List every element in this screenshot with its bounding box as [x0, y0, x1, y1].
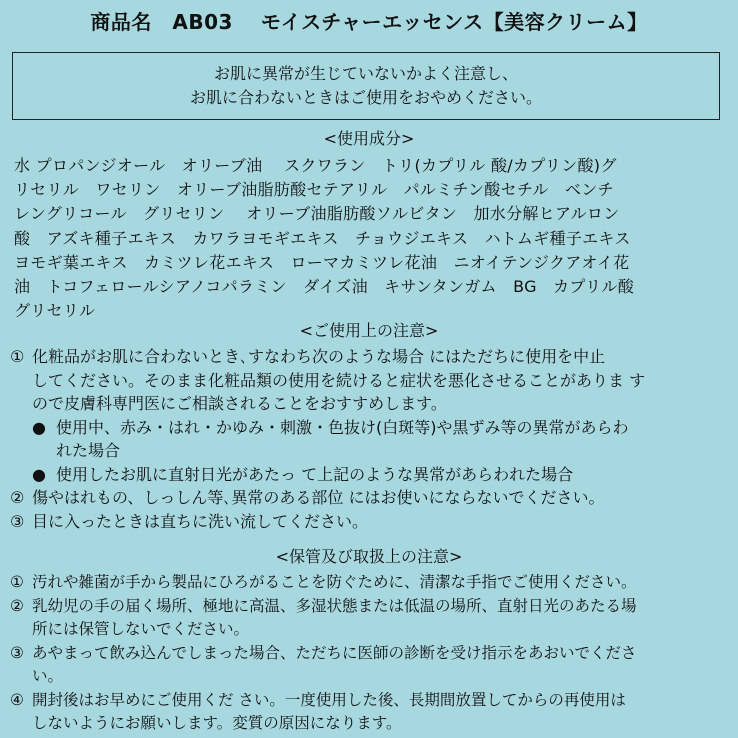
- ingredients-heading: <使用成分>: [323, 129, 415, 148]
- ingredients-line: グリセリル: [14, 301, 96, 321]
- storage-item-1: [10, 571, 732, 595]
- product-title: 商品名 AB03 モイスチャーエッセンス【美容クリーム】: [90, 10, 648, 34]
- usage-caution-list: [10, 345, 732, 533]
- usage-caution-heading: <ご使用上の注意>: [299, 321, 439, 340]
- storage-caution-heading: <保管及び取扱上の注意>: [275, 547, 463, 566]
- item-number: ②: [10, 596, 24, 615]
- usage-item-2-text: 傷やはれもの、しっしん等､異常のある部位 にはお使いにならないでください。: [32, 488, 605, 507]
- bullet-icon: ●: [32, 464, 46, 484]
- usage-bullet-2-text: 使用したお肌に直射日光があたっ て上記のような異常があらわれた場合: [56, 464, 574, 484]
- usage-bullet-1-line: れた場合: [56, 441, 121, 460]
- usage-item-1-line: 化粧品がお肌に合わないとき､すなわち次のような場合 にはただちに使用を中止: [32, 347, 606, 366]
- storage-item-2: [10, 595, 732, 642]
- ingredients-line: ヨモギ葉エキス カミツレ花エキス ローマカミツレ花油 ニオイテンジクアオイ花: [14, 252, 630, 272]
- storage-item-4-line: 開封後はお早めにご使用くだ さい。一度使用した後、長期間放置してからの再使用は: [32, 690, 626, 709]
- ingredients-list: [14, 154, 730, 323]
- ingredients-line: レングリコール グリセリン オリーブ油脂肪酸ソルビタン 加水分解ヒアルロン: [14, 204, 620, 224]
- notice-line-2: お肌に合わないときはご使用をおやめください。: [189, 88, 542, 107]
- storage-item-2-line: 所には保管しないでください。: [32, 620, 250, 638]
- usage-bullet-1: [10, 416, 732, 463]
- warning-notice-box: [12, 52, 720, 120]
- ingredients-line: 水 プロパンジオール オリーブ油 スクワラン トリ(カプリル 酸/カプリン酸)グ: [14, 156, 617, 175]
- item-number: ①: [10, 573, 24, 591]
- storage-item-4-line: しないようにお願いします。変質の原因になります。: [32, 714, 402, 732]
- usage-bullet-2: [10, 463, 732, 487]
- item-number: ④: [10, 690, 24, 709]
- item-number: ①: [10, 347, 25, 366]
- item-number: ②: [10, 488, 25, 507]
- usage-item-3-text: 目に入ったときは直ちに洗い流してください。: [32, 511, 369, 531]
- storage-item-1-text: 汚れや雑菌が手から製品にひろがることを防ぐために、清潔な手指でご使用ください。: [32, 573, 637, 591]
- bullet-icon: ●: [32, 417, 46, 437]
- item-number: ③: [10, 643, 24, 662]
- usage-item-1-line: してください。そのまま化粧品類の使用を続けると症状を悪化させることがありま す: [32, 370, 646, 390]
- ingredients-line: 酸 アズキ種子エキス カワラヨモギエキス チョウジエキス ハトムギ種子エキス: [14, 228, 631, 248]
- storage-item-3-line: い。: [32, 667, 64, 685]
- storage-caution-list: [10, 571, 732, 736]
- usage-item-1: [10, 345, 732, 416]
- storage-item-3: [10, 642, 732, 689]
- usage-item-1-line: ので皮膚科専門医にご相談されることをおすすめします。: [32, 394, 447, 413]
- usage-item-3: [10, 510, 732, 534]
- item-number: ③: [10, 511, 25, 531]
- storage-item-2-line: 乳幼児の手の届く場所、極地に高温、多湿状態または低温の場所、直射日光のあたる場: [32, 596, 637, 615]
- storage-item-3-line: あやまって飲み込んでしまった場合、ただちに医師の診断を受け指示をあおいでくださ: [32, 643, 637, 662]
- usage-item-2: [10, 486, 732, 510]
- storage-item-4: [10, 689, 732, 736]
- ingredients-line: リセリル ワセリン オリーブ油脂肪酸セテアリル パルミチン酸セチル ベンチ: [14, 180, 614, 200]
- usage-bullet-1-line: 使用中、赤み・はれ・かゆみ・刺激・色抜け(白斑等)や黒ずみ等の異常があらわ: [56, 417, 629, 437]
- ingredients-line: 油 トコフェロールシアノコパラミン ダイズ油 キサンタンガム BG カプリル酸: [14, 277, 634, 297]
- notice-line-1: お肌に異常が生じていないかよく注意し、: [213, 64, 518, 83]
